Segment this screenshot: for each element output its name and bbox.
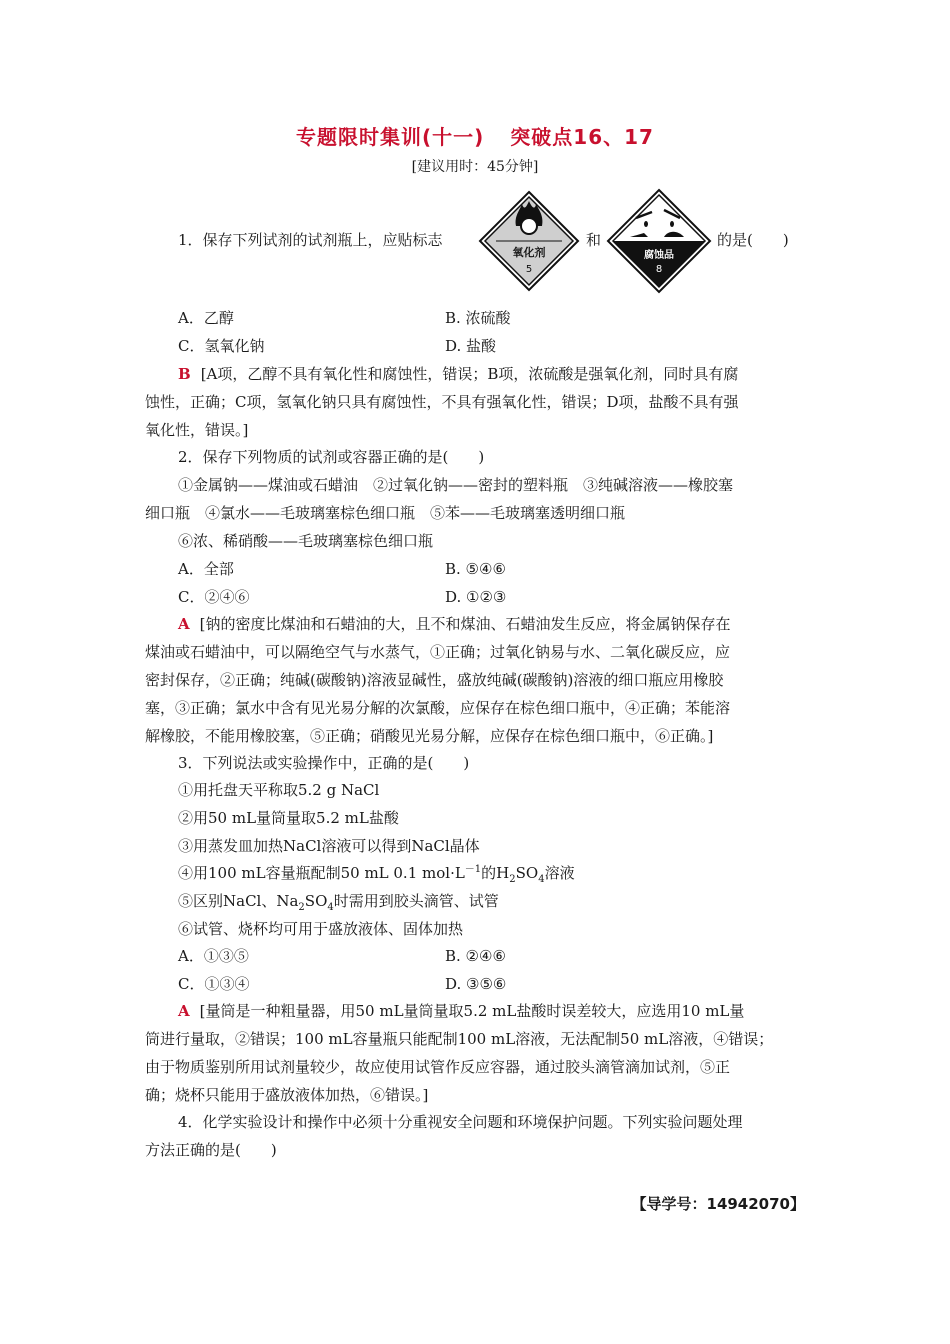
q3-explain-line-3: 由于物质鉴别所用试剂量较少，故应使用试管作反应容器，通过胶头滴管滴加试剂，⑤正 (145, 1058, 731, 1076)
q4-stem-line-1: 4．化学实验设计和操作中必须十分重视安全问题和环境保护问题。下列实验问题处理 (178, 1113, 743, 1131)
q3-option-a: A．①③⑤ (178, 947, 249, 965)
q2-items-line-1: ①金属钠——煤油或石蜡油 ②过氧化钠——密封的塑料瓶 ③纯碱溶液——橡胶塞 (178, 476, 734, 494)
q3-item-6: ⑥试管、烧杯均可用于盛放液体、固体加热 (178, 920, 464, 938)
q3-explain-line-2: 筒进行量取，②错误；100 mL容量瓶只能配制100 mL溶液，无法配制50 mL溶液，④错误； (145, 1030, 774, 1048)
q3-option-d: D. ③⑤⑥ (445, 975, 507, 993)
page-title (0, 121, 950, 150)
q3-item-4-sub1: 2 (509, 874, 516, 885)
q2-answer: A (178, 615, 190, 633)
title-part-b: 突破点16、17 (510, 125, 654, 149)
q3-item-4-sup: －1 (464, 864, 482, 875)
q1-option-b: B. 浓硫酸 (445, 309, 511, 327)
title-part-a: 专题限时集训(十一) (296, 125, 485, 149)
q2-option-b: B. ⑤④⑥ (445, 560, 506, 578)
q2-explain-line-1 (178, 614, 731, 634)
q3-explain-line-1 (178, 1001, 744, 1021)
q3-item-4-so: SO (515, 864, 539, 882)
corrosive-label: 腐蚀品 (644, 250, 674, 261)
q2-option-d: D. ①②③ (445, 588, 507, 606)
q2-explain-text-1: [钠的密度比煤油和石蜡油的大，且不和煤油、石蜡油发生反应，将金属钠保存在 (199, 615, 731, 633)
q3-stem: 3．下列说法或实验操作中，正确的是( ) (178, 754, 470, 772)
q3-item-1: ①用托盘天平称取5.2 g NaCl (178, 781, 380, 799)
q1-answer: B (178, 365, 191, 383)
q3-explain-line-4: 确；烧杯只能用于盛放液体加热，⑥错误。] (145, 1086, 429, 1104)
q3-item-5-sub2: 4 (327, 902, 334, 913)
q2-items-line-2: 细口瓶 ④氯水——毛玻璃塞棕色细口瓶 ⑤苯——毛玻璃塞透明细口瓶 (145, 504, 626, 522)
q3-item-4-pre: ④用100 mL容量瓶配制50 mL 0.1 mol·L (178, 864, 465, 882)
q3-item-3: ③用蒸发皿加热NaCl溶液可以得到NaCl晶体 (178, 837, 480, 855)
q3-item-5-so: SO (304, 892, 328, 910)
corrosive-class-number: 8 (655, 264, 663, 275)
oxidizer-label: 氧化剂 (512, 246, 546, 259)
q3-option-b: B. ②④⑥ (445, 947, 506, 965)
q2-items-line-3: ⑥浓、稀硝酸——毛玻璃塞棕色细口瓶 (178, 532, 434, 550)
q3-item-4 (178, 863, 575, 883)
suggested-time: [建议用时：45分钟] (411, 159, 539, 175)
q3-option-c: C．①③④ (178, 975, 250, 993)
q3-item-4-mid: 的H (481, 864, 510, 882)
q2-explain-line-3: 密封保存，②正确；纯碱(碳酸钠)溶液显碱性，盛放纯碱(碳酸钠)溶液的细口瓶应用橡胶 (145, 671, 724, 689)
q3-item-5-sub1: 2 (298, 902, 305, 913)
q3-item-5 (178, 891, 499, 911)
q2-explain-line-4: 塞，③正确；氯水中含有见光易分解的次氯酸，应保存在棕色细口瓶中，④正确；苯能溶 (145, 699, 731, 717)
q1-stem-post: 的是( ) (717, 231, 789, 249)
q1-stem-mid: 和 (586, 231, 602, 249)
q3-item-2: ②用50 mL量筒量取5.2 mL盐酸 (178, 809, 399, 827)
q4-stem-line-2: 方法正确的是( ) (145, 1141, 277, 1159)
q1-explain-line-1 (178, 364, 738, 384)
q2-option-c: C．②④⑥ (178, 588, 250, 606)
q3-item-4-post: 溶液 (544, 864, 575, 882)
q3-explain-text-1: [量筒是一种粗量器，用50 mL量筒量取5.2 mL盐酸时误差较大，应选用10 mL量 (199, 1002, 745, 1020)
q1-explain-line-3: 氧化性，错误。] (145, 421, 249, 439)
oxidizer-hazard-sign (478, 190, 580, 292)
q1-explain-line-2: 蚀性，正确；C项，氢氧化钠只具有腐蚀性，不具有强氧化性，错误；D项，盐酸不具有强 (145, 393, 739, 411)
q1-option-c: C．氢氧化钠 (178, 337, 265, 355)
q3-item-4-sub2: 4 (538, 874, 545, 885)
guide-number: 【导学号：14942070】 (631, 1195, 805, 1213)
q2-explain-line-5: 解橡胶，不能用橡胶塞，⑤正确；硝酸见光易分解，应保存在棕色细口瓶中，⑥正确。] (145, 727, 714, 745)
oxidizer-class-number: 5 (525, 264, 533, 275)
q2-option-a: A．全部 (178, 560, 234, 578)
q2-explain-line-2: 煤油或石蜡油中，可以隔绝空气与水蒸气，①正确；过氧化钠易与水、二氧化碳反应，应 (145, 643, 731, 661)
corrosive-hazard-sign (606, 188, 712, 294)
q3-item-5-pre: ⑤区别NaCl、Na (178, 892, 299, 910)
q1-explain-text-1: [A项，乙醇不具有氧化性和腐蚀性，错误；B项，浓硫酸是强氧化剂，同时具有腐 (200, 365, 739, 383)
q3-answer: A (178, 1002, 190, 1020)
q3-item-5-post: 时需用到胶头滴管、试管 (333, 892, 499, 910)
q2-stem: 2．保存下列物质的试剂或容器正确的是( ) (178, 448, 485, 466)
q1-option-a: A．乙醇 (178, 309, 234, 327)
q1-option-d: D. 盐酸 (445, 337, 497, 355)
q1-stem-pre: 1．保存下列试剂的试剂瓶上，应贴标志 (178, 231, 443, 249)
